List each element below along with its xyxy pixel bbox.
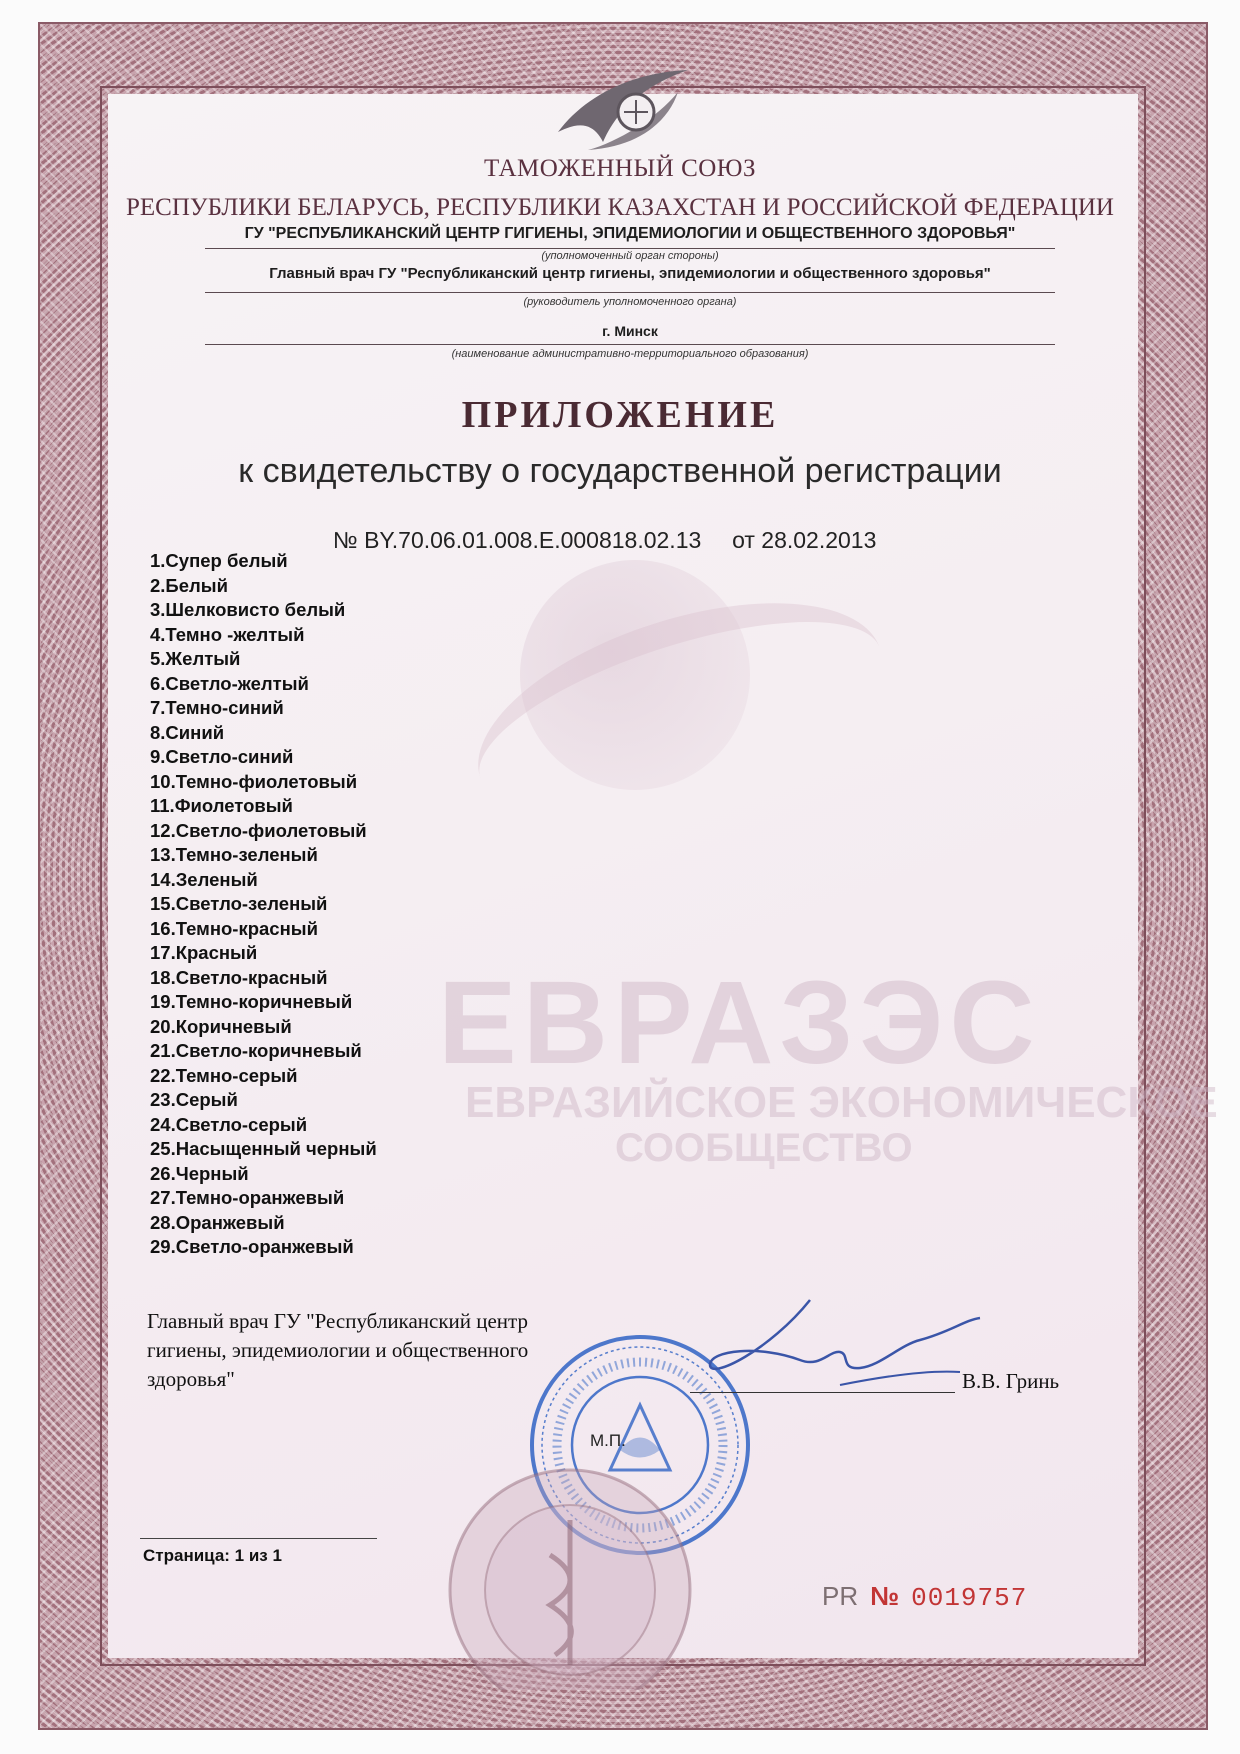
- embossed-seal-icon: [440, 1460, 700, 1690]
- list-item: 4.Темно -желтый: [150, 623, 305, 645]
- list-item: 22.Темно-серый: [150, 1064, 298, 1086]
- city-caption: (наименование административно-территориального образования): [451, 348, 809, 360]
- document-title: ПРИЛОЖЕНИЕ: [461, 394, 779, 436]
- document-subtitle: к свидетельству о государственной регистрации: [238, 452, 1002, 490]
- position-line: Главный врач ГУ "Республиканский центр: [147, 1309, 528, 1333]
- position-line: гигиены, эпидемиологии и общественного: [147, 1338, 529, 1362]
- position-line: здоровья": [147, 1367, 235, 1391]
- list-item: 2.Белый: [150, 574, 228, 596]
- page-counter: Страница: 1 из 1: [143, 1546, 282, 1565]
- signatory-position: [147, 1307, 528, 1394]
- list-item: 21.Светло-коричневый: [150, 1040, 362, 1061]
- footer-divider: [140, 1538, 377, 1539]
- authorized-body: ГУ "РЕСПУБЛИКАНСКИЙ ЦЕНТР ГИГИЕНЫ, ЭПИДЕМИОЛОГИИ И ОБЩЕСТВЕННОГО ЗДОРОВЬЯ": [244, 225, 1016, 242]
- certificate-number: № BY.70.06.01.008.E.000818.02.13: [333, 527, 702, 553]
- list-item: 17.Красный: [150, 942, 258, 963]
- list-item: 3.Шелковисто белый: [150, 599, 346, 620]
- list-item: 23.Серый: [150, 1089, 238, 1110]
- watermark-line1: ЕВРАЗИЙСКОЕ ЭКОНОМИЧЕСКОЕ: [465, 1078, 1218, 1127]
- signature-line: [690, 1392, 955, 1393]
- list-item: 26.Черный: [150, 1162, 249, 1184]
- list-item: 7.Темно-синий: [150, 697, 284, 718]
- serial-prefix: PR: [822, 1581, 859, 1611]
- city: г. Минск: [602, 323, 658, 339]
- list-item: 14.Зеленый: [150, 868, 258, 890]
- divider: [205, 248, 1055, 249]
- watermark-brand: ЕВРАЗЭС: [438, 957, 1041, 1089]
- list-item: 8.Синий: [150, 721, 225, 743]
- watermark-globe-icon: [520, 560, 750, 790]
- head-of-body-caption: (руководитель уполномоченного органа): [523, 296, 737, 308]
- list-item: 11.Фиолетовый: [150, 795, 293, 816]
- list-item: 18.Светло-красный: [150, 966, 328, 988]
- serial-number: [822, 1581, 1027, 1613]
- list-item: 28.Оранжевый: [150, 1211, 285, 1233]
- list-item: 24.Светло-серый: [150, 1113, 308, 1135]
- head-of-body: Главный врач ГУ "Республиканский центр гигиены, эпидемиологии и общественного здоровья": [269, 265, 991, 282]
- list-item: 20.Коричневый: [150, 1015, 292, 1037]
- list-item: 13.Темно-зеленый: [150, 844, 318, 865]
- list-item: 19.Темно-коричневый: [150, 991, 353, 1012]
- authorized-body-caption: (уполномоченный орган стороны): [541, 250, 719, 262]
- serial-value: 0019757: [911, 1583, 1028, 1613]
- list-item: 29.Светло-оранжевый: [150, 1236, 354, 1257]
- republics-line: РЕСПУБЛИКИ БЕЛАРУСЬ, РЕСПУБЛИКИ КАЗАХСТАН И РОССИЙСКОЙ ФЕДЕРАЦИИ: [125, 194, 1114, 221]
- seal-place-label: М.П.: [590, 1431, 626, 1450]
- signatory-name: В.В. Гринь: [962, 1369, 1060, 1393]
- list-item: 10.Темно-фиолетовый: [150, 770, 358, 792]
- divider: [205, 344, 1055, 345]
- color-list: [150, 549, 377, 1260]
- list-item: 6.Светло-желтый: [150, 672, 309, 694]
- list-item: 5.Желтый: [150, 648, 241, 669]
- divider: [205, 292, 1055, 293]
- union-title: ТАМОЖЕННЫЙ СОЮЗ: [483, 155, 757, 182]
- list-item: 9.Светло-синий: [150, 746, 294, 767]
- customs-union-emblem-icon: [548, 62, 698, 157]
- list-item: 15.Светло-зеленый: [150, 893, 328, 914]
- list-item: 16.Темно-красный: [150, 917, 318, 939]
- serial-sign: №: [870, 1581, 900, 1611]
- watermark-line2: СООБЩЕСТВО: [615, 1126, 913, 1170]
- list-item: 12.Светло-фиолетовый: [150, 819, 367, 841]
- list-item: 1.Супер белый: [150, 550, 288, 571]
- list-item: 25.Насыщенный черный: [150, 1138, 377, 1159]
- certificate-date: от 28.02.2013: [732, 527, 877, 553]
- list-item: 27.Темно-оранжевый: [150, 1187, 345, 1208]
- registration-number: [333, 527, 876, 554]
